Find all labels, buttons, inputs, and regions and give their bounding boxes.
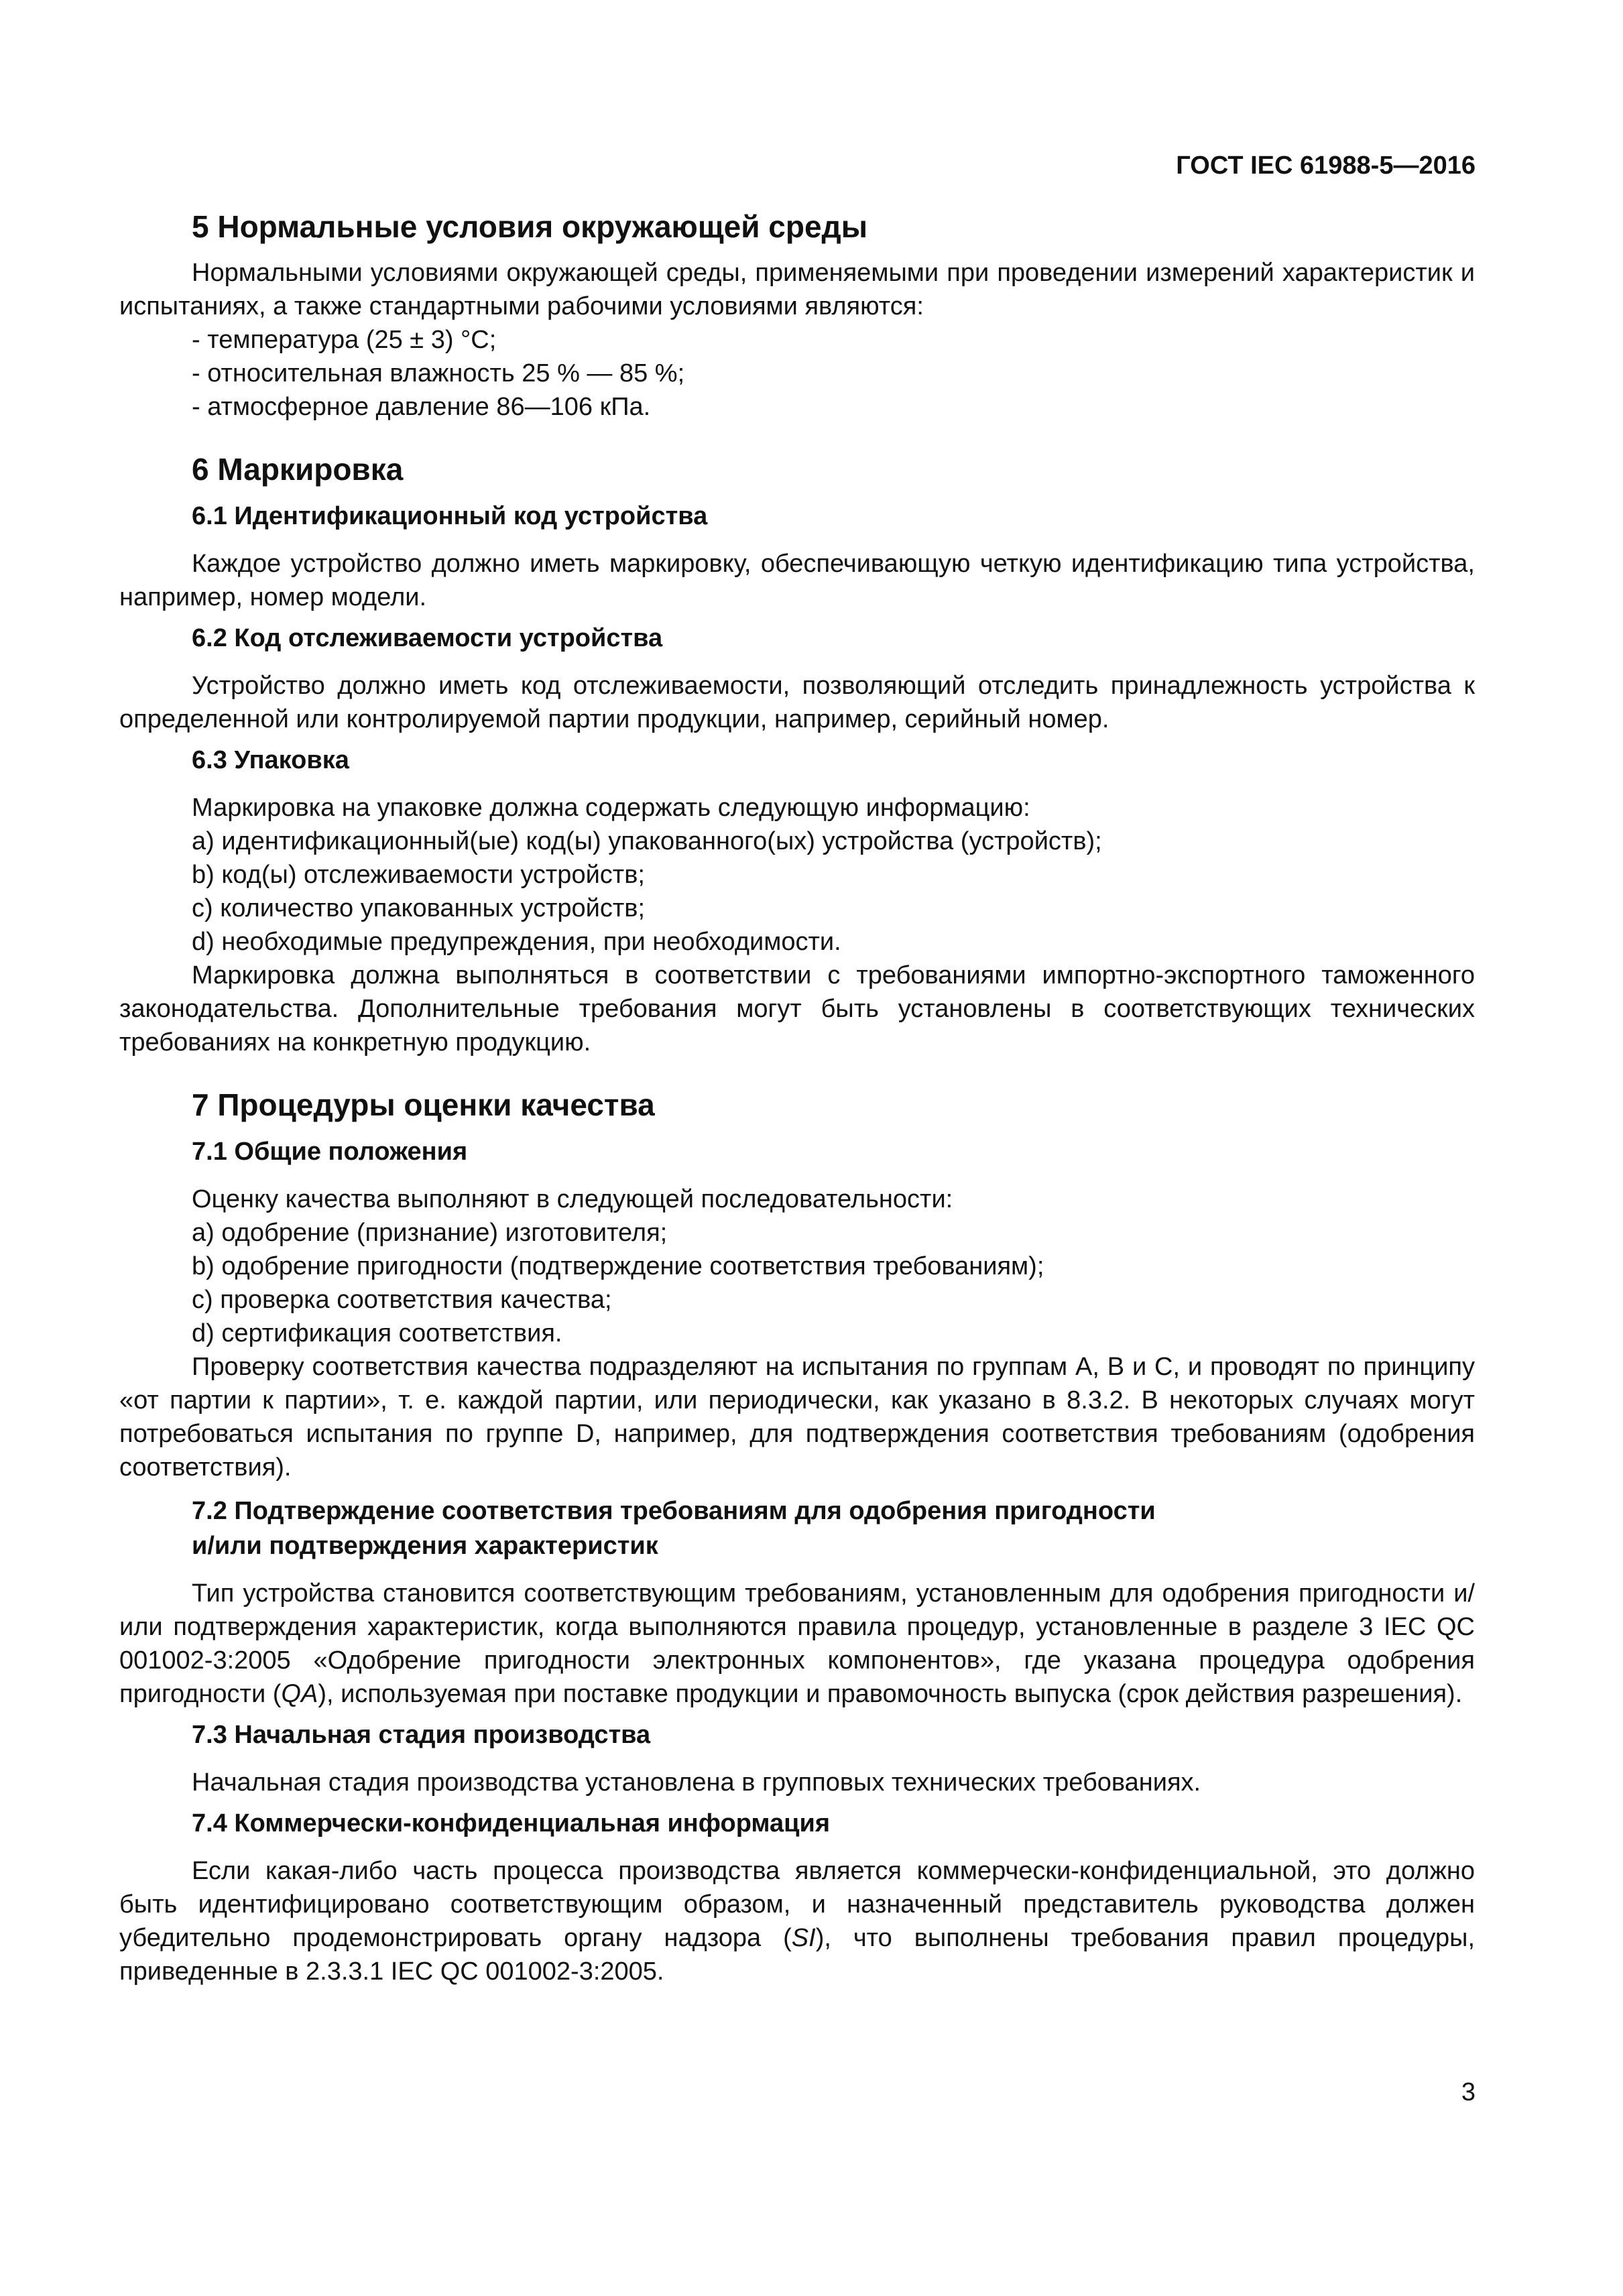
section-7-4-text [119,1854,1475,1988]
section-7-2-text-part: Тип устройства становится соответствующим требованиям, установленным для одобрения пригодности и/или подтверждения характеристик, когда выполняются правила процедур, установленные в разделе 3 IEC QC 001002-3:2005 «Одобрение пригодности электронных компонентов», где указана процедура одобрения пригодности ( [119,1579,1475,1708]
page-number: 3 [1461,2078,1476,2106]
section-7-4-text-emphasis: SI [791,1924,816,1952]
section-6-1-title: 6.1 Идентификационный код устройства [192,502,708,530]
section-7-1-item: a) одобрение (признание) изготовителя; [192,1219,668,1247]
section-5-intro: Нормальными условиями окружающей среды, применяемыми при проведении измерений характеристик и испытаниях, а также стандартными рабочими условиями являются: [119,259,1475,320]
section-7-2-title-line2: и/или подтверждения характеристик [192,1532,658,1560]
section-6-3-item: b) код(ы) отслеживаемости устройств; [192,861,645,889]
section-6-3-outro: Маркировка должна выполняться в соответствии с требованиями импортно-экспортного таможенного законодательства. Дополнительные требования могут быть установлены в соответствующих технических требованиях на конкретную продукцию. [119,961,1475,1056]
section-7-2-title [192,1494,1475,1563]
section-7-2-text [119,1577,1475,1711]
section-6-1-text: Каждое устройство должно иметь маркировку, обеспечивающую четкую идентификацию типа устройства, например, номер модели. [119,550,1475,611]
section-7-1-item: d) сертификация соответствия. [192,1319,562,1347]
section-6-3-item: c) количество упакованных устройств; [192,894,646,922]
section-7-4-title: 7.4 Коммерчески-конфиденциальная информация [192,1809,831,1837]
section-7-1-outro: Проверку соответствия качества подразделяют на испытания по группам А, В и С, и проводят по принципу «от партии к партии», т. е. каждой партии, или периодически, как указано в 8.3.2. В некоторых случаях могут потребоваться испытания по группе D, например, для подтверждения соответствия требованиям (одобрения соответствия). [119,1353,1475,1482]
section-7-1-item: b) одобрение пригодности (подтверждение соответствия требованиям); [192,1252,1044,1280]
section-6-3-intro: Маркировка на упаковке должна содержать следующую информацию: [192,794,1030,822]
section-5-item: - относительная влажность 25 % — 85 %; [192,359,685,387]
section-7-1-intro: Оценку качества выполняют в следующей последовательности: [192,1185,953,1213]
section-6-2-title: 6.2 Код отслеживаемости устройства [192,624,663,652]
document-header: ГОСТ IEC 61988-5—2016 [1176,152,1476,180]
section-7-2-text-part: ), используемая при поставке продукции и правомочность выпуска (срок действия разрешения). [318,1680,1463,1708]
document-body [119,206,1475,1988]
section-7-3-title: 7.3 Начальная стадия производства [192,1721,651,1749]
section-6-3-title: 6.3 Упаковка [192,746,349,774]
section-5-item: - атмосферное давление 86—106 кПа. [192,393,651,421]
section-6-3-item: a) идентификационный(ые) код(ы) упакованного(ых) устройства (устройств); [192,827,1102,855]
section-6-3-item: d) необходимые предупреждения, при необходимости. [192,928,841,956]
section-7-4-text-part: ), что выполнены требования правил процедуры, приведенные в 2.3.3.1 IEC QC 001002-3:2005. [119,1924,1475,1986]
section-7-3-text: Начальная стадия производства установлена в групповых технических требованиях. [192,1768,1201,1797]
section-7-1-item: c) проверка соответствия качества; [192,1286,612,1314]
section-6-title: 6 Маркировка [192,452,404,487]
section-7-4-text-part: Если какая-либо часть процесса производства является коммерчески-конфиденциальной, это должно быть идентифицировано соответствующим образом, и назначенный представитель руководства должен убедительно продемонстрировать органу надзора ( [119,1857,1475,1952]
section-7-1-title: 7.1 Общие положения [192,1138,468,1166]
section-7-2-text-emphasis: QA [281,1680,318,1708]
section-7-title: 7 Процедуры оценки качества [192,1087,655,1122]
section-6-2-text: Устройство должно иметь код отслеживаемости, позволяющий отследить принадлежность устройства к определенной или контролируемой партии продукции, например, серийный номер. [119,672,1475,733]
section-7-2-title-line1: 7.2 Подтверждение соответствия требованиям для одобрения пригодности [192,1497,1156,1525]
section-5-title: 5 Нормальные условия окружающей среды [192,209,868,244]
section-5-item: - температура (25 ± 3) °С; [192,326,497,354]
